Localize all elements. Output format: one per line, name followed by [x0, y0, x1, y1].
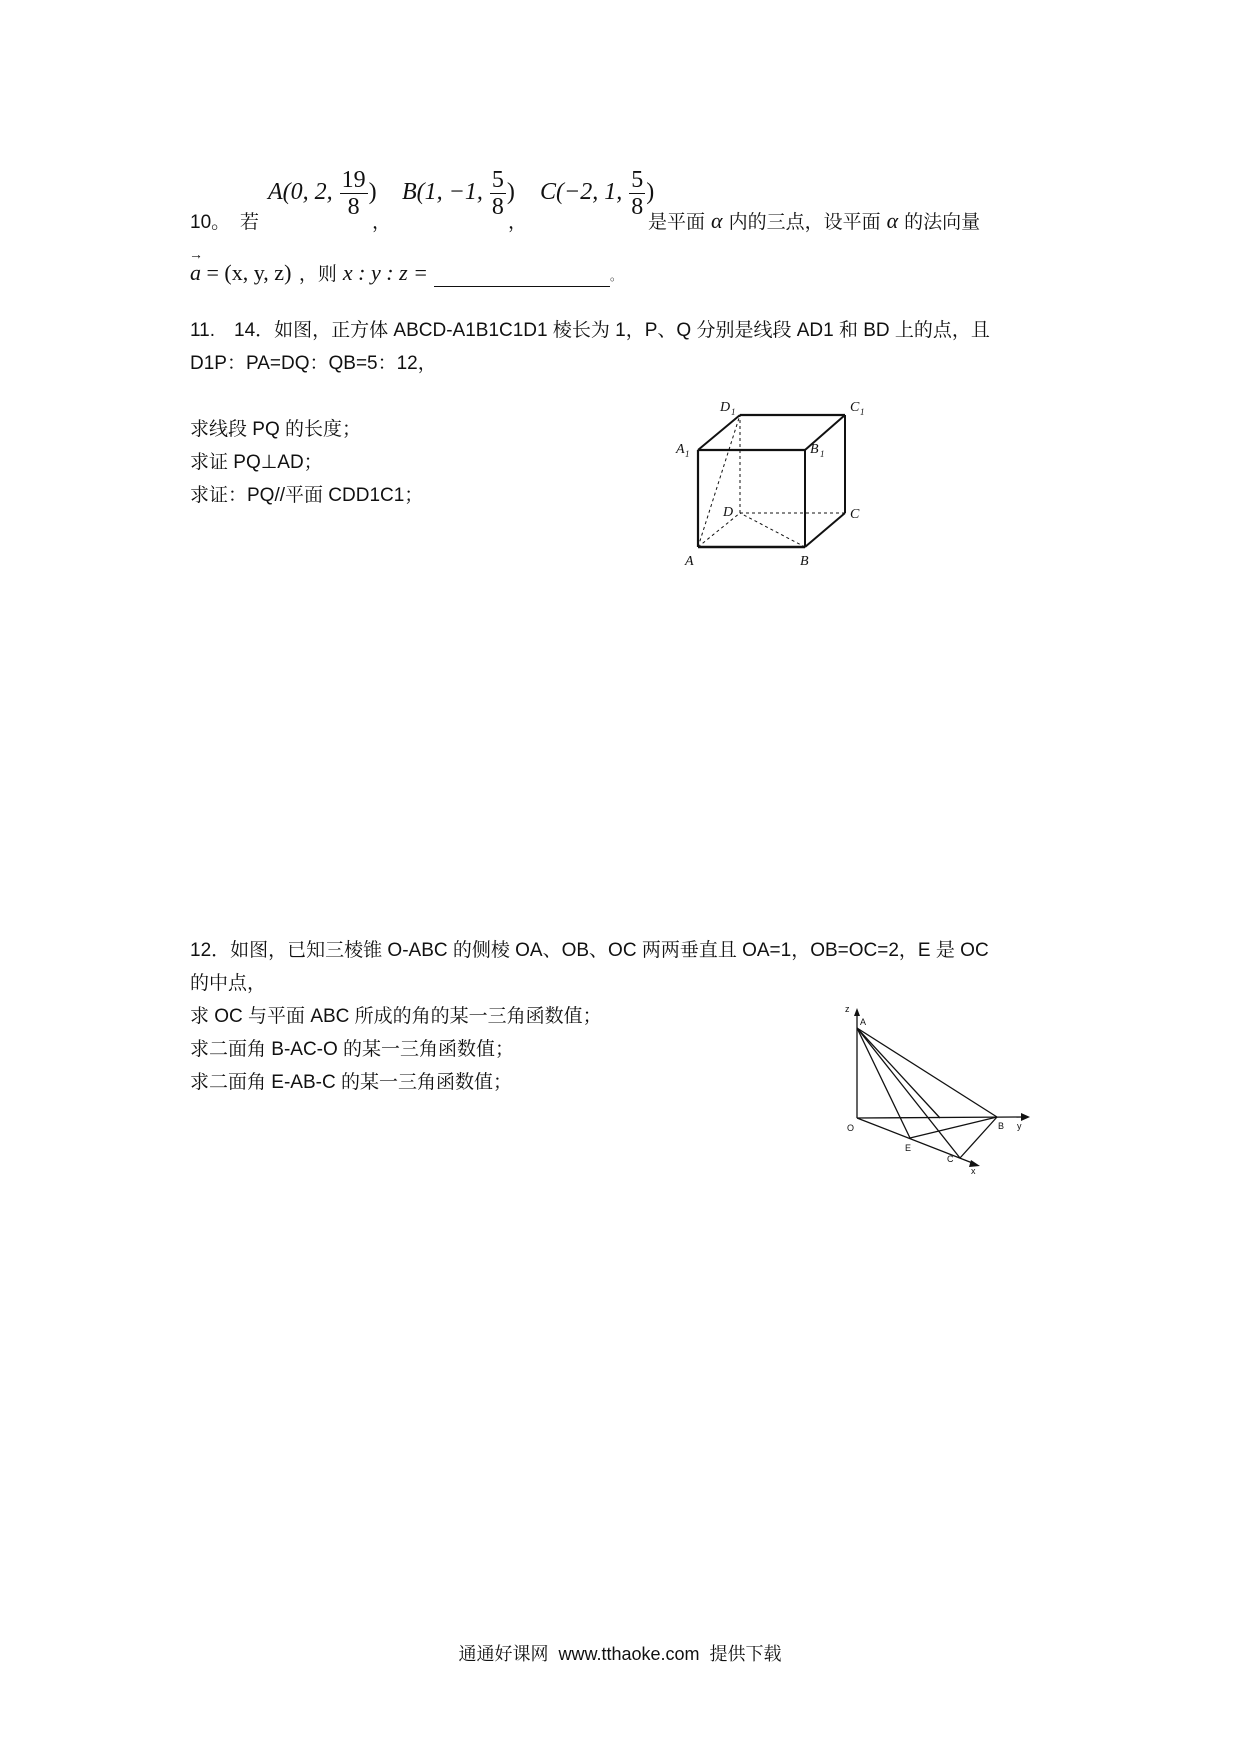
label-c1-sub: 1 [860, 407, 865, 417]
label-b: B [800, 554, 809, 569]
edge-bc [805, 513, 845, 547]
label-y: y [1017, 1121, 1022, 1131]
label-b1: B [810, 442, 819, 457]
q10-line2 [189, 248, 623, 287]
edge-be [910, 1117, 997, 1138]
axis-z-arrow-icon [854, 1008, 860, 1016]
point-c: C(−2, 1, $\frac{5}{8}$ ) [540, 167, 655, 220]
normal-vector: → a = (x, y, z) [189, 248, 292, 285]
ratio-expression: x : y : z = [342, 260, 429, 285]
label-a1: A [676, 442, 685, 457]
diagonal-ad1 [698, 415, 740, 547]
point-b-fraction: $\frac{5}{8}$ [491, 167, 504, 220]
diagonal-bd [740, 513, 805, 547]
point-b: B(1, −1, $\frac{5}{8}$ ) [402, 167, 515, 220]
point-a: A(0, 2, $\frac{19}{8}$ ) [268, 167, 377, 220]
point-a-prefix: A(0, 2, [268, 179, 339, 206]
q12-line2: 的中点， [190, 973, 267, 994]
label-e: E [905, 1143, 912, 1153]
q10-then: ，则 [298, 264, 337, 285]
point-c-fraction: $\frac{5}{8}$ [631, 167, 644, 220]
q12-task-3: 求二面角 E-AB-C 的某一三角函数值； [190, 1072, 512, 1093]
alpha-symbol-2: α [886, 208, 899, 233]
q10-number: 10。 [190, 212, 231, 233]
edge-bc [960, 1117, 997, 1158]
q10-sep2: ， [508, 212, 528, 233]
label-d: D [723, 505, 734, 520]
q10-text-c: 的法向量 [904, 212, 981, 233]
page-footer: 通通好课网 www.tthaoke.com 提供下载 [458, 1644, 782, 1664]
axis-x [857, 1118, 975, 1164]
q11-line1: 11. 14．如图，正方体 ABCD-A1B1C1D1 棱长为 1，P、Q 分别是线段 AD1 和 BD 上的点，且 [190, 320, 990, 341]
q11-task-2: 求证 PQ⊥AD； [190, 452, 323, 473]
label-c: C [850, 507, 860, 522]
vector-arrow-icon: → [189, 248, 203, 263]
q10-text-a: 是平面 [648, 212, 706, 233]
edge-a1d1 [698, 415, 740, 450]
q10-line1 [190, 167, 1070, 233]
point-c-prefix: C(−2, 1, [540, 179, 629, 206]
point-a-fraction: $\frac{19}{8}$ [341, 167, 366, 220]
q11-line2: D1P：PA=DQ：QB=5：12， [190, 353, 437, 374]
axis-y-arrow-icon [1021, 1113, 1030, 1121]
label-d1: D [720, 400, 731, 415]
label-b1-sub: 1 [820, 449, 825, 459]
q11-task-3: 求证：PQ//平面 CDD1C1； [190, 485, 424, 506]
q10-tail [648, 208, 980, 235]
label-c: C [947, 1154, 954, 1164]
q10-end: 。 [610, 269, 623, 283]
answer-blank [434, 266, 610, 287]
q12-task-1: 求 OC 与平面 ABC 所成的角的某一三角函数值； [190, 1006, 602, 1027]
q10-sep1: ， [372, 212, 392, 233]
label-o: O [847, 1123, 855, 1133]
alpha-symbol: α [711, 208, 723, 233]
q11-task-1: 求线段 PQ 的长度； [190, 419, 362, 440]
edge-ad [698, 513, 740, 547]
q10-text-b: 内的三点，设平面 [728, 212, 881, 233]
label-b: B [998, 1121, 1005, 1131]
q12-task-2: 求二面角 B-AC-O 的某一三角函数值； [190, 1039, 515, 1060]
q12-line1: 12．如图，已知三棱锥 O-ABC 的侧棱 OA、OB、OC 两两垂直且 OA=1，OB=OC=2，E 是 OC [190, 940, 989, 961]
cube-figure [670, 395, 880, 570]
label-a: A [685, 554, 694, 569]
pyramid-figure [835, 1000, 1035, 1175]
label-a1-sub: 1 [685, 449, 690, 459]
q10-ruo: 若 [240, 212, 260, 233]
label-d1-sub: 1 [731, 407, 736, 417]
label-z: z [845, 1004, 850, 1014]
label-c1: C [850, 400, 860, 415]
label-a: A [860, 1017, 867, 1027]
point-b-prefix: B(1, −1, [402, 179, 489, 206]
label-x: x [971, 1166, 976, 1175]
